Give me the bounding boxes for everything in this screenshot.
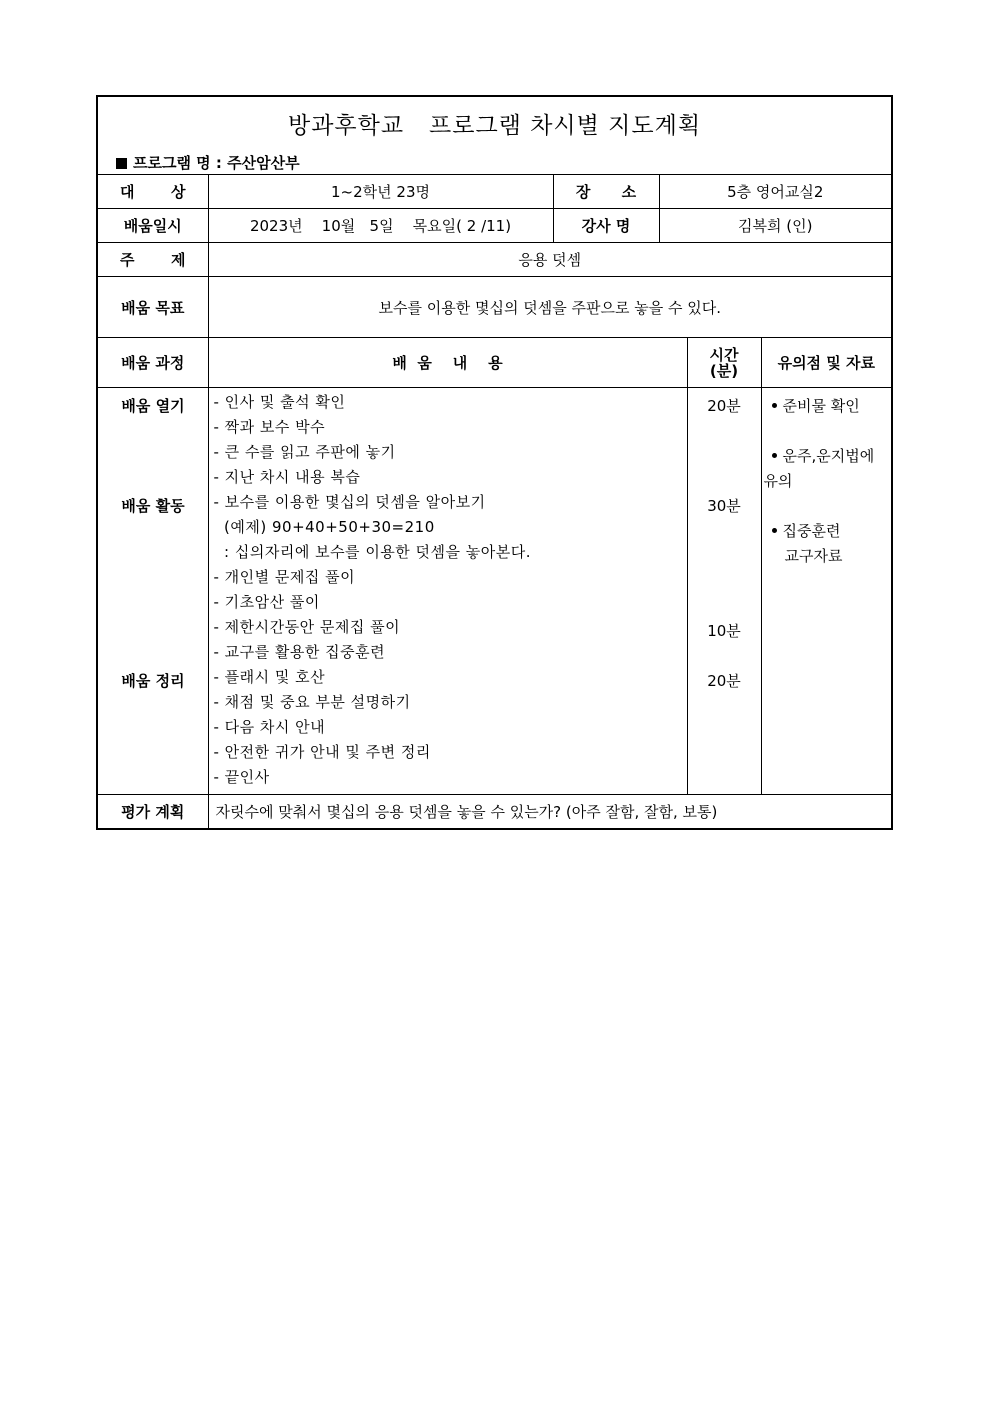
process-label: 배움 과정 [97, 338, 208, 388]
square-bullet-icon [116, 158, 127, 169]
time-header-line2: (분) [709, 361, 739, 380]
content-line: - 기초암산 풀이 [213, 593, 320, 611]
content-line: - 제한시간동안 문제집 풀이 [213, 618, 401, 636]
lesson-plan-table [96, 95, 893, 830]
time-column [687, 388, 761, 795]
content-line: : 십의자리에 보수를 이용한 덧셈을 놓아본다. [213, 543, 532, 561]
content-line: - 다음 차시 안내 [213, 718, 326, 736]
bullet-icon [772, 528, 777, 533]
topic-value: 응용 덧셈 [208, 243, 892, 277]
lesson-plan-document [96, 95, 891, 830]
teacher-label: 강사 명 [553, 209, 659, 243]
content-line: - 교구를 활용한 집중훈련 [213, 643, 386, 661]
phase-close-label: 배움 정리 [121, 672, 185, 690]
target-value: 1~2학년 23명 [208, 175, 553, 209]
evaluation-label: 평가 계획 [97, 795, 208, 829]
time-header [687, 338, 761, 388]
material-column [761, 388, 892, 795]
content-header: 배 움 내 용 [208, 338, 687, 388]
target-label: 대 상 [97, 175, 208, 209]
material-text-cont: 교구자료 [784, 547, 843, 565]
material-text: 운주,운지법에 [782, 447, 875, 465]
material-item [764, 519, 892, 569]
date-value: 2023년 10월 5일 목요일( 2 /11) [208, 209, 553, 243]
time-close: 20분 [707, 672, 741, 690]
phase-open-label: 배움 열기 [121, 397, 185, 415]
material-text: 집중훈련 [782, 522, 841, 540]
program-name [108, 152, 881, 173]
time-header-line1: 시간 [709, 345, 739, 364]
goal-label: 배움 목표 [97, 277, 208, 338]
time-activity: 30분 [707, 497, 741, 515]
teacher-value: 김복희 (인) [659, 209, 892, 243]
place-value: 5층 영어교실2 [659, 175, 892, 209]
content-line: - 플래시 및 호산 [213, 668, 326, 686]
material-header: 유의점 및 자료 [761, 338, 892, 388]
content-line: - 보수를 이용한 몇십의 덧셈을 알아보기 [213, 493, 486, 511]
content-line: - 짝과 보수 박수 [213, 418, 326, 436]
content-line: - 인사 및 출석 확인 [213, 393, 346, 411]
phase-activity-label: 배움 활동 [121, 497, 185, 515]
content-line: - 큰 수를 읽고 주판에 놓기 [213, 443, 396, 461]
program-name-text: 프로그램 명 : 주산암산부 [133, 154, 300, 172]
content-column [208, 388, 687, 795]
material-item [764, 444, 892, 494]
bullet-icon [772, 403, 777, 408]
content-line: - 채점 및 중요 부분 설명하기 [213, 693, 411, 711]
date-label: 배움일시 [97, 209, 208, 243]
time-extra: 10분 [707, 622, 741, 640]
header-cell [97, 96, 892, 175]
content-line: (예제) 90+40+50+30=210 [213, 518, 435, 536]
content-line: - 지난 차시 내용 복습 [213, 468, 361, 486]
phase-column [97, 388, 208, 795]
material-item [764, 394, 892, 419]
evaluation-text: 자릿수에 맞춰서 몇십의 응용 덧셈을 놓을 수 있는가? (아주 잘함, 잘함, 보통) [208, 795, 892, 829]
content-line: - 끝인사 [213, 768, 270, 786]
document-title: 방과후학교 프로그램 차시별 지도계획 [288, 113, 702, 139]
goal-value: 보수를 이용한 몇십의 덧셈을 주판으로 놓을 수 있다. [208, 277, 892, 338]
bullet-icon [772, 453, 777, 458]
time-open: 20분 [707, 397, 741, 415]
material-text: 준비물 확인 [782, 397, 860, 415]
material-text-cont: 유의 [763, 472, 793, 490]
place-label: 장 소 [553, 175, 659, 209]
content-line: - 안전한 귀가 안내 및 주변 정리 [213, 743, 431, 761]
content-line: - 개인별 문제집 풀이 [213, 568, 356, 586]
topic-label: 주 제 [97, 243, 208, 277]
